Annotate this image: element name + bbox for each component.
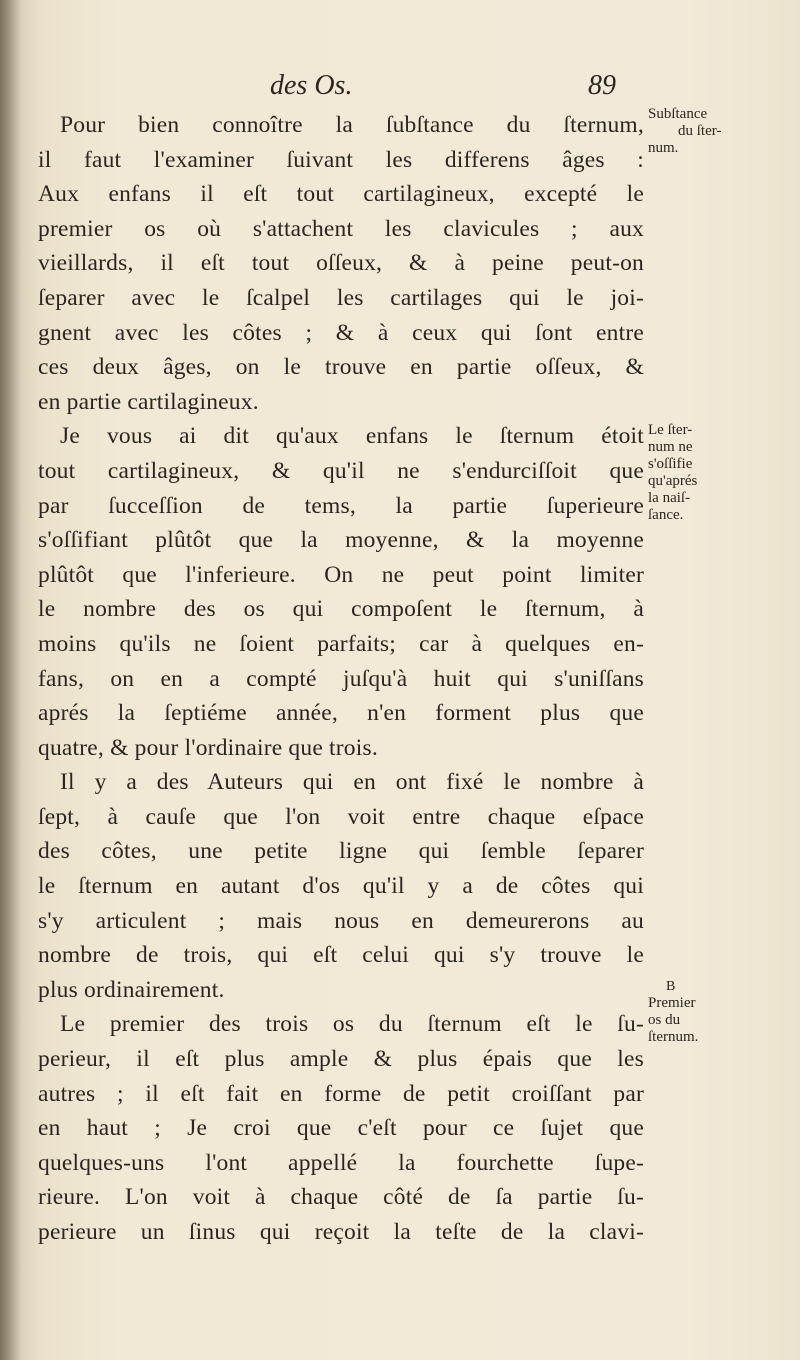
- body-text: [38, 108, 644, 1250]
- margin-note-ossification: [648, 422, 748, 524]
- text-line: moins qu'ils ne ſoient parfaits; car à quelques en-: [38, 630, 644, 657]
- text-line: aprés la ſeptiéme année, n'en forment plus que: [38, 700, 644, 727]
- margin-note-line: Subſtance: [648, 106, 708, 122]
- margin-note-line: Premier: [648, 995, 696, 1011]
- text-line: s'oſſifiant plûtôt que la moyenne, & la moyenne: [38, 527, 644, 554]
- text-line: autres ; il eſt fait en forme de petit croiſſant par: [38, 1080, 644, 1107]
- text-line: il faut l'examiner ſuivant les differens âges :: [38, 146, 644, 173]
- margin-note-letter: B: [666, 979, 676, 994]
- page-header: [40, 70, 640, 110]
- text-line: ces deux âges, on le trouve en partie oſſeux, &: [38, 354, 644, 381]
- margin-note-line: qu'aprés: [648, 473, 698, 489]
- margin-note-line: ſance.: [648, 507, 684, 523]
- text-line: Aux enfans il eſt tout cartilagineux, excepté le: [38, 181, 644, 208]
- text-line: gnent avec les côtes ; & à ceux qui ſont entre: [38, 319, 644, 346]
- margin-note-line: os du: [648, 1012, 681, 1028]
- text-line: le ſternum en autant d'os qu'il y a de côtes qui: [38, 873, 644, 900]
- page-gutter-shadow: [0, 0, 22, 1360]
- margin-note-line: num.: [648, 140, 679, 156]
- text-line: perieure un ſinus qui reçoit la teſte de la clavi-: [38, 1219, 644, 1245]
- margin-note-line: Le ſter-: [648, 422, 693, 438]
- margin-note-substance: [648, 106, 748, 157]
- text-line: premier os où s'attachent les clavicules ; aux: [38, 215, 644, 242]
- text-line: plus ordinairement.: [38, 976, 225, 1003]
- margin-note-line: ſternum.: [648, 1029, 699, 1045]
- text-line: quelques-uns l'ont appellé la fourchette ſupe-: [38, 1149, 644, 1176]
- margin-note-line: s'oſſifie: [648, 456, 693, 472]
- text-line: Le premier des trois os du ſternum eſt le ſu-: [60, 1011, 644, 1038]
- text-line: Pour bien connoître la ſubſtance du ſternum,: [60, 112, 644, 138]
- text-line: fans, on en a compté juſqu'à huit qui s'uniſſans: [38, 665, 644, 692]
- running-title: des Os.: [270, 70, 353, 101]
- text-line: Je vous ai dit qu'aux enfans le ſternum étoit: [60, 423, 644, 450]
- text-line: des côtes, une petite ligne qui ſemble ſeparer: [38, 838, 644, 865]
- text-line: par ſucceſſion de tems, la partie ſuperieure: [38, 492, 644, 519]
- page-number: 89: [588, 70, 616, 101]
- margin-note-line: du ſter-: [678, 123, 722, 139]
- text-line: ſept, à cauſe que l'on voit entre chaque eſpace: [38, 803, 644, 830]
- text-line: le nombre des os qui compoſent le ſternum, à: [38, 596, 644, 623]
- text-line: ſeparer avec le ſcalpel les cartilages qui le joi-: [38, 284, 644, 311]
- margin-note-line: la naiſ-: [648, 490, 691, 506]
- text-line: s'y articulent ; mais nous en demeurerons au: [38, 907, 644, 934]
- text-line: vieillards, il eſt tout oſſeux, & à peine peut-on: [38, 250, 644, 277]
- text-line: rieure. L'on voit à chaque côté de ſa partie ſu-: [38, 1184, 644, 1211]
- text-line: en haut ; Je croi que c'eſt pour ce ſujet que: [38, 1115, 644, 1142]
- text-line: Il y a des Auteurs qui en ont fixé le nombre à: [60, 769, 644, 796]
- margin-note-first-bone: [648, 978, 748, 1046]
- text-line: quatre, & pour l'ordinaire que trois.: [38, 734, 378, 761]
- text-line: en partie cartilagineux.: [38, 388, 259, 415]
- text-line: nombre de trois, qui eſt celui qui s'y trouve le: [38, 942, 644, 969]
- text-line: tout cartilagineux, & qu'il ne s'endurciſſoit que: [38, 457, 644, 484]
- margin-note-line: num ne: [648, 439, 693, 455]
- text-line: perieur, il eſt plus ample & plus épais que les: [38, 1046, 644, 1073]
- text-line: plûtôt que l'inferieure. On ne peut point limiter: [38, 561, 644, 588]
